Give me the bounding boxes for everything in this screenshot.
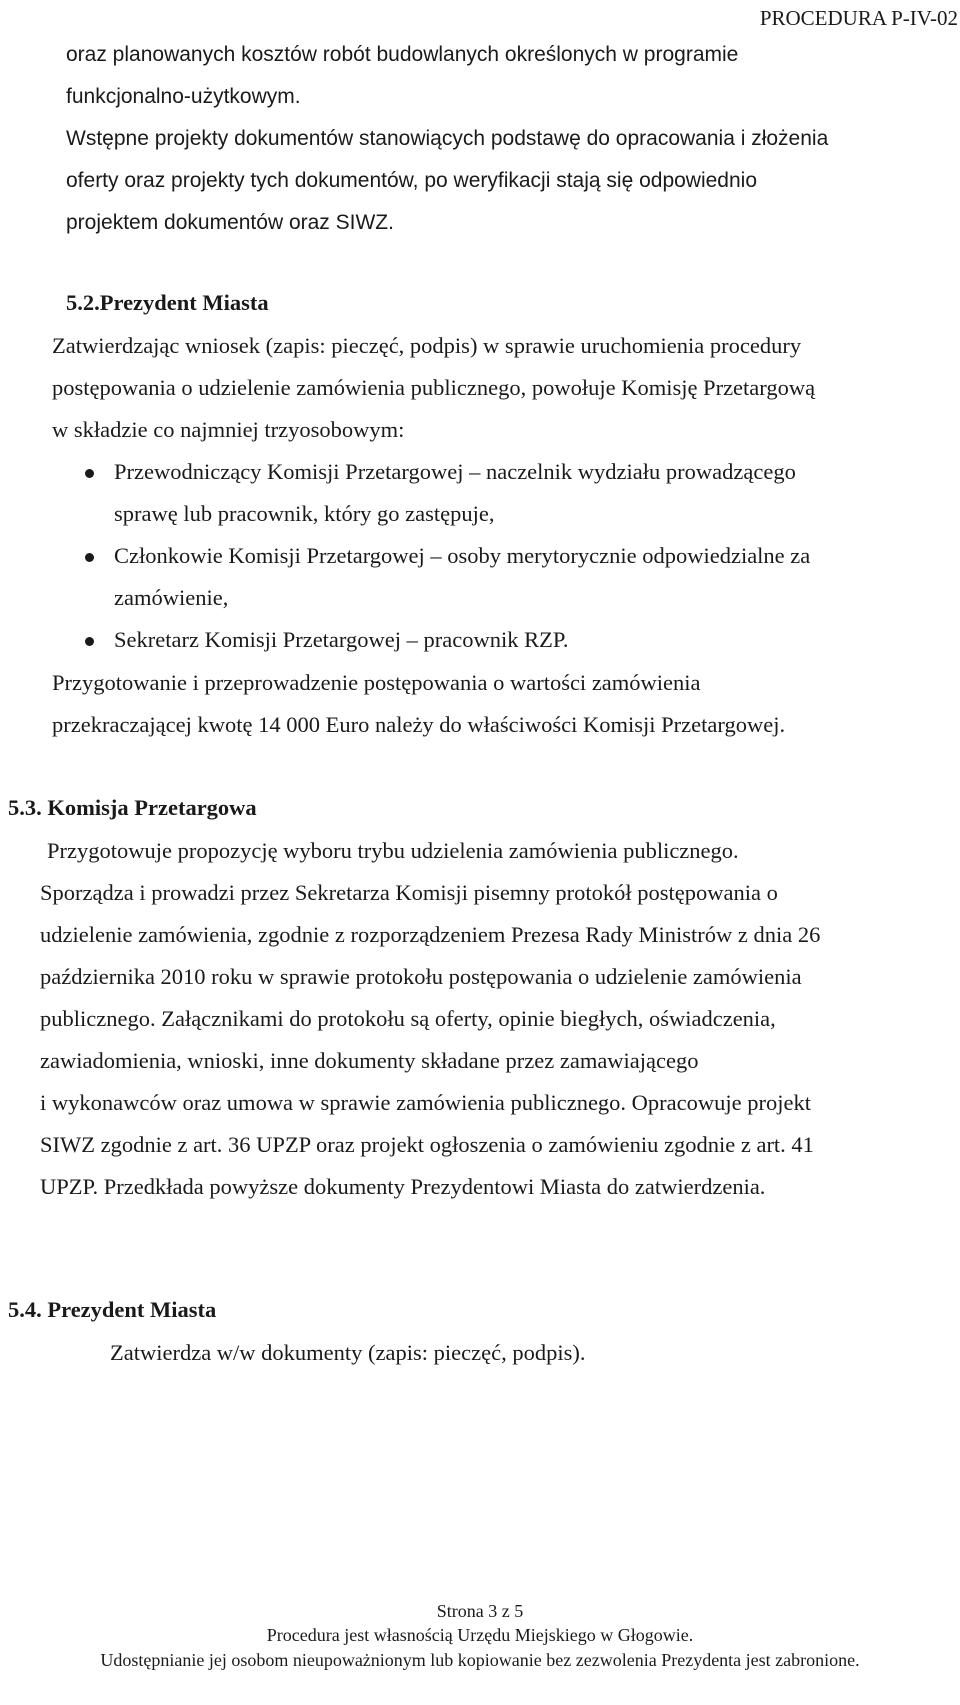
section-5-2-closing-line: przekraczającej kwotę 14 000 Euro należy do właściwości Komisji Przetargowej. [52, 712, 786, 737]
section-5-2-line: w składzie co najmniej trzyosobowym: [52, 417, 405, 442]
section-heading-5-2: 5.2.Prezydent Miasta [66, 290, 269, 315]
list-item-line: sprawę lub pracownik, który go zastępuje, [114, 501, 495, 526]
bullet-icon [85, 637, 94, 646]
section-5-3-line: UPZP. Przedkłada powyższe dokumenty Prezydentowi Miasta do zatwierdzenia. [40, 1174, 766, 1199]
section-5-3-line: publicznego. Załącznikami do protokołu są oferty, opinie biegłych, oświadczenia, [40, 1006, 776, 1031]
procedure-code: PROCEDURA P-IV-02 [759, 6, 958, 30]
section-5-3-line: października 2010 roku w sprawie protokołu postępowania o udzielenie zamówienia [40, 964, 802, 989]
section-5-3-line: SIWZ zgodnie z art. 36 UPZP oraz projekt ogłoszenia o zamówieniu zgodnie z art. 41 [40, 1132, 814, 1157]
list-item-line: zamówienie, [114, 585, 229, 610]
page-number: Strona 3 z 5 [436, 1601, 524, 1621]
section-5-2-line: Zatwierdzając wniosek (zapis: pieczęć, podpis) w sprawie uruchomienia procedury [52, 333, 802, 358]
footer-ownership: Procedura jest własnością Urzędu Miejskiego w Głogowie. [266, 1625, 694, 1645]
section-5-2-line: postępowania o udzielenie zamówienia publicznego, powołuje Komisję Przetargową [52, 375, 816, 400]
section-heading-5-4: 5.4. Prezydent Miasta [8, 1297, 217, 1322]
intro-line: Wstępne projekty dokumentów stanowiących podstawę do opracowania i złożenia [66, 127, 829, 150]
section-5-2-closing-line: Przygotowanie i przeprowadzenie postępowania o wartości zamówienia [52, 670, 701, 695]
intro-line: funkcjonalno-użytkowym. [66, 85, 301, 108]
section-5-3-line: zawiadomienia, wnioski, inne dokumenty składane przez zamawiającego [40, 1048, 699, 1073]
bullet-icon [85, 469, 94, 478]
section-5-4-line: Zatwierdza w/w dokumenty (zapis: pieczęć, podpis). [110, 1340, 586, 1365]
list-item-line: Członkowie Komisji Przetargowej – osoby merytorycznie odpowiedzialne za [114, 543, 811, 568]
section-5-3-line: Przygotowuje propozycję wyboru trybu udzielenia zamówienia publicznego. [47, 838, 739, 863]
intro-line: oferty oraz projekty tych dokumentów, po weryfikacji stają się odpowiednio [66, 169, 758, 192]
bullet-icon [85, 553, 94, 562]
intro-line: projektem dokumentów oraz SIWZ. [66, 211, 394, 234]
list-item-line: Przewodniczący Komisji Przetargowej – naczelnik wydziału prowadzącego [114, 459, 796, 484]
intro-line: oraz planowanych kosztów robót budowlanych określonych w programie [66, 43, 739, 66]
section-5-3-line: Sporządza i prowadzi przez Sekretarza Komisji pisemny protokół postępowania o [40, 880, 778, 905]
section-5-3-line: udzielenie zamówienia, zgodnie z rozporządzeniem Prezesa Rady Ministrów z dnia 26 [40, 922, 821, 947]
list-item-line: Sekretarz Komisji Przetargowej – pracownik RZP. [114, 627, 569, 652]
footer-notice: Udostępnianie jej osobom nieupoważnionym lub kopiowanie bez zezwolenia Prezydenta jest zabronione. [100, 1650, 860, 1670]
section-5-3-line: i wykonawców oraz umowa w sprawie zamówienia publicznego. Opracowuje projekt [40, 1090, 811, 1115]
section-heading-5-3: 5.3. Komisja Przetargowa [8, 795, 257, 820]
